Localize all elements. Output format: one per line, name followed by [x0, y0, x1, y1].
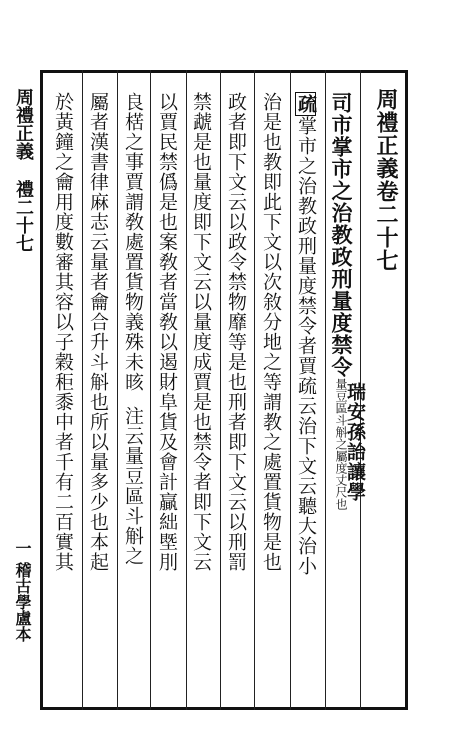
- column-text: 掌市之治教政刑量度禁令者賈疏云治下文云聽大治小: [295, 116, 317, 576]
- author-line: 瑞安孫詒讓學: [344, 382, 366, 502]
- margin-publisher: 稽古學盧本: [13, 562, 32, 642]
- shu-marker: 疏: [295, 94, 317, 114]
- text-column-8: 屬者漢書律麻志云量者龠合升斗斛也所以量多少也本起: [87, 92, 109, 572]
- text-column-9: 於黃鐘之龠用度數審其容以子穀秬黍中者千有二百實其: [52, 92, 74, 572]
- text-column-3: 治是也教即此下文以次敘分地之等謂教之處置貨物是也: [260, 92, 282, 572]
- text-column-5: 禁虣是也量度即下文云以量度成賈是也禁令者即下文云: [190, 92, 212, 572]
- column-rule: [325, 70, 326, 710]
- column-rule: [150, 70, 151, 710]
- text-column-4: 政者即下文云以政令禁物靡等是也刑者即下文云以刑罰: [225, 92, 247, 572]
- text-column-6: 以賈民禁僞是也案敎者當敎以遏財阜貨及會計贏絀塈刖: [156, 92, 178, 572]
- text-column-2: [295, 92, 316, 576]
- column-text: 良楛之事賈謂敎處置貨物義殊未晐: [122, 92, 144, 392]
- classic-text: 司市掌市之治教政刑量度禁令: [329, 92, 354, 378]
- column-rule: [117, 70, 118, 710]
- commentary-note: 量豆區斗斛之屬度丈尺也: [334, 378, 348, 510]
- column-rule: [82, 70, 83, 710]
- column-rule: [290, 70, 291, 710]
- column-rule: [254, 70, 255, 710]
- margin-chapter: 禮二十七: [13, 180, 34, 252]
- margin-book-title: 周禮正義: [13, 88, 34, 160]
- text-column-1: [331, 92, 352, 510]
- column-rule: [220, 70, 221, 710]
- column-rule: [186, 70, 187, 710]
- commentary-note: 注云量豆區斗斛之: [122, 406, 144, 566]
- margin-page-number: 一: [13, 540, 32, 556]
- text-column-7: [123, 92, 142, 566]
- chapter-title: 周禮正義卷二十七: [373, 88, 399, 272]
